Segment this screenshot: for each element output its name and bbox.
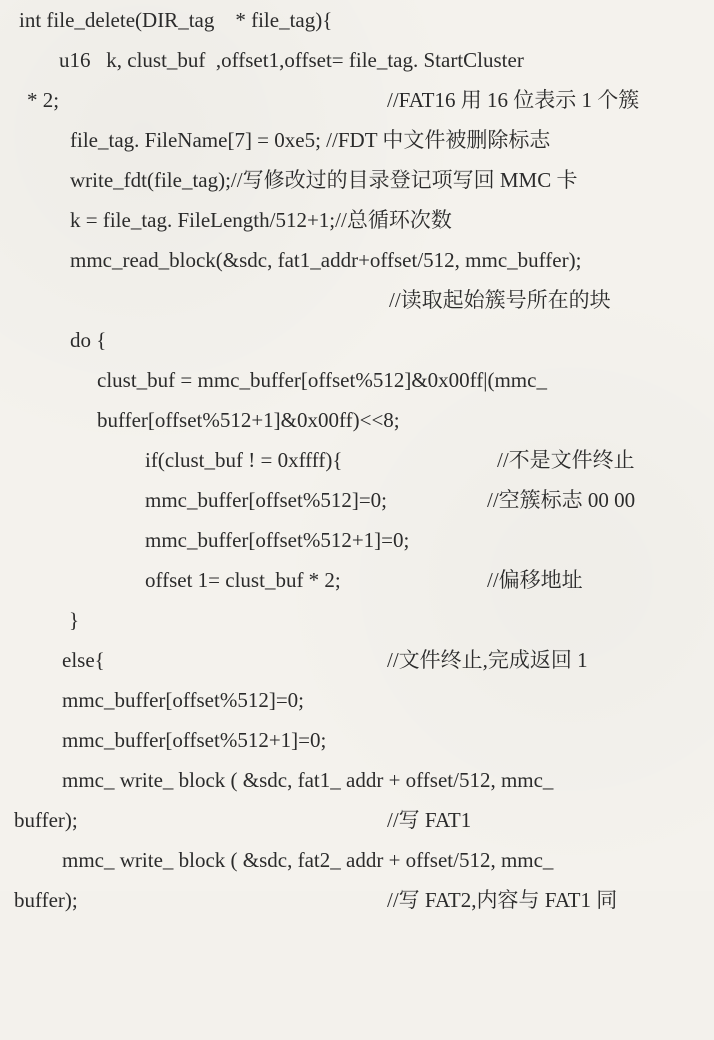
code-text-6: k = file_tag. FileLength/512+1;//总循环次数 — [70, 208, 452, 232]
code-line-15 — [0, 560, 714, 600]
code-text-9: do { — [70, 328, 107, 352]
code-text-11: buffer[offset%512+1]&0x00ff)<<8; — [97, 408, 400, 432]
code-text-7: mmc_read_block(&sdc, fat1_addr+offset/512, mmc_buffer); — [70, 248, 582, 272]
code-text-22: mmc_ write_ block ( &sdc, fat2_ addr + offset/512, mmc_ — [62, 848, 554, 872]
code-line-17 — [0, 640, 714, 680]
code-text-16: } — [69, 608, 80, 632]
code-line-4 — [0, 120, 714, 160]
comment-text-17: //文件终止,完成返回 1 — [387, 648, 588, 672]
code-line-12 — [0, 440, 714, 480]
code-text-20: mmc_ write_ block ( &sdc, fat1_ addr + offset/512, mmc_ — [62, 768, 554, 792]
code-line-11 — [0, 400, 714, 440]
code-text-21: buffer); — [14, 808, 78, 832]
code-line-8 — [0, 280, 714, 320]
comment-text-8: //读取起始簇号所在的块 — [389, 288, 611, 312]
code-line-10 — [0, 360, 714, 400]
code-text-18: mmc_buffer[offset%512]=0; — [62, 688, 305, 712]
code-text-5: write_fdt(file_tag);//写修改过的目录登记项写回 MMC 卡 — [70, 168, 578, 192]
code-text-12: if(clust_buf ! = 0xffff){ — [145, 448, 343, 472]
code-line-1 — [0, 0, 714, 40]
comment-text-23: //写 FAT2,内容与 FAT1 同 — [387, 888, 618, 912]
code-line-13 — [0, 480, 714, 520]
code-text-3: * 2; — [27, 88, 60, 112]
code-line-5 — [0, 160, 714, 200]
code-text-17: else{ — [62, 648, 105, 672]
code-text-1: int file_delete(DIR_tag * file_tag){ — [19, 8, 333, 32]
code-text-19: mmc_buffer[offset%512+1]=0; — [62, 728, 327, 752]
code-line-22 — [0, 840, 714, 880]
code-line-19 — [0, 720, 714, 760]
comment-text-13: //空簇标志 00 00 — [487, 488, 636, 512]
code-text-13: mmc_buffer[offset%512]=0; — [145, 488, 388, 512]
code-line-6 — [0, 200, 714, 240]
code-line-21 — [0, 800, 714, 840]
comment-text-15: //偏移地址 — [487, 568, 583, 592]
comment-text-21: //写 FAT1 — [387, 808, 472, 832]
code-line-18 — [0, 680, 714, 720]
code-line-14 — [0, 520, 714, 560]
code-text-4: file_tag. FileName[7] = 0xe5; //FDT 中文件被删除标志 — [70, 128, 551, 152]
code-text-10: clust_buf = mmc_buffer[offset%512]&0x00ff|(mmc_ — [97, 368, 547, 392]
comment-text-3: //FAT16 用 16 位表示 1 个簇 — [387, 88, 640, 112]
code-line-16 — [0, 600, 714, 640]
comment-text-12: //不是文件终止 — [497, 448, 635, 472]
code-line-20 — [0, 760, 714, 800]
code-text-23: buffer); — [14, 888, 78, 912]
code-line-23 — [0, 880, 714, 920]
code-text-14: mmc_buffer[offset%512+1]=0; — [145, 528, 410, 552]
code-line-9 — [0, 320, 714, 360]
code-text-2: u16 k, clust_buf ,offset1,offset= file_tag. StartCluster — [59, 48, 524, 72]
code-line-2 — [0, 40, 714, 80]
code-text-15: offset 1= clust_buf * 2; — [145, 568, 341, 592]
code-line-3 — [0, 80, 714, 120]
code-line-7 — [0, 240, 714, 280]
